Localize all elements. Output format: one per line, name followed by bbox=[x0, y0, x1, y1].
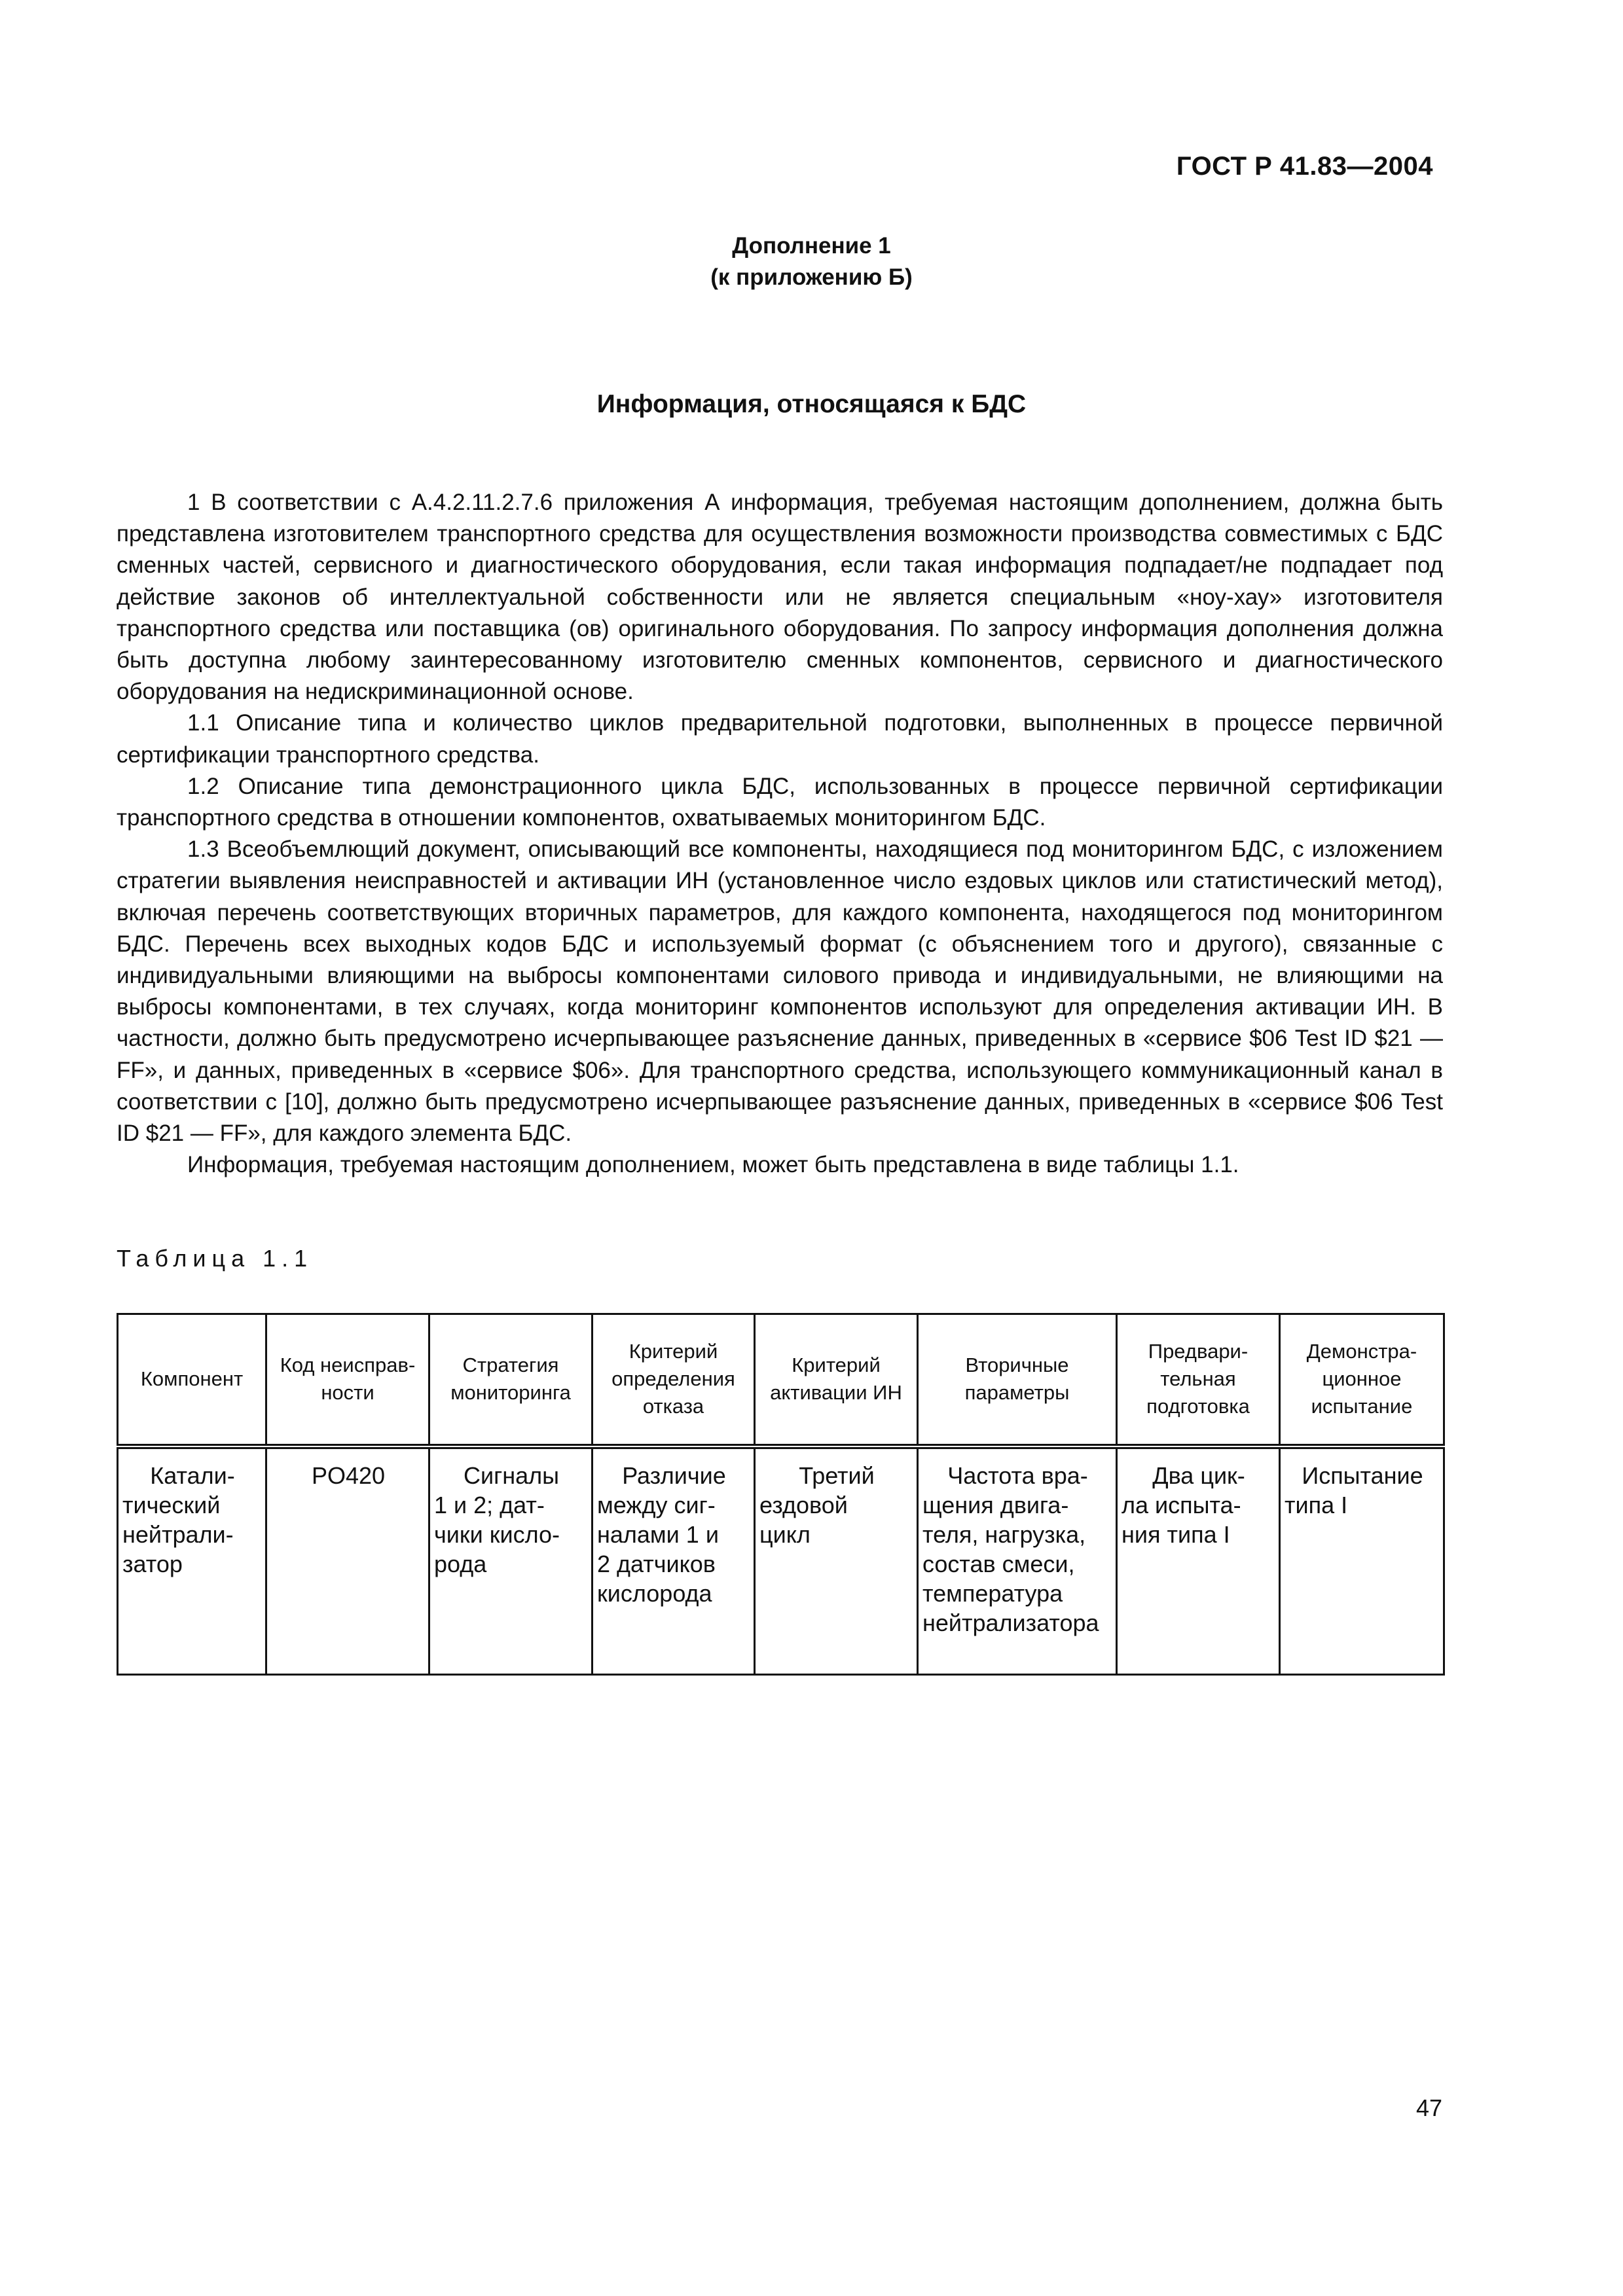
obd-info-table bbox=[117, 1313, 1445, 1676]
header-fault-code: Код неисправ- ности bbox=[266, 1314, 429, 1446]
cell-fault-criteria: Различие между сиг- налами 1 и 2 датчиков кислорода bbox=[593, 1446, 755, 1675]
body-text bbox=[117, 487, 1443, 1181]
header-demonstration-test: Демонстра- ционное испытание bbox=[1280, 1314, 1444, 1446]
cell-mi-activation: Третий ездовой цикл bbox=[755, 1446, 918, 1675]
page-number: 47 bbox=[1415, 2094, 1442, 2121]
paragraph-1: 1 В соответствии с А.4.2.11.2.7.6 приложения А информация, требуемая настоящим дополнением, должна быть представлена изготовителем транспортного средства для осуществления возможности производства совместимых с БДС сменных частей, сервисного и диагностического оборудования, если такая информация подпадает/не подпадает под действие законов об интеллектуальной собственности или не является специальным «ноу-хау» изготовителя транспортного средства или поставщика (ов) оригинального оборудования. По запросу информация дополнения должна быть доступна любому заинтересованному изготовителю сменных компонентов, сервисного и диагностического оборудования на недискриминационной основе. bbox=[117, 490, 1443, 705]
header-secondary-parameters: Вторичные параметры bbox=[918, 1314, 1117, 1446]
table-caption: Таблица 1.1 bbox=[117, 1245, 314, 1272]
table-row bbox=[118, 1446, 1444, 1675]
paragraph-1-3: 1.3 Всеобъемлющий документ, описывающий все компоненты, находящиеся под мониторингом БДС, с изложением стратегии выявления неисправностей и активации ИН (установленное число ездовых циклов или статистический метод), включая перечень соответствующих вторичных параметров, для каждого компонента, находящегося под мониторингом БДС. Перечень всех выходных кодов БДС и используемый формат (с объяснением того и другого), связанные с индивидуальными влияющими на выбросы компонентами силового привода и индивидуальными, не влияющими на выбросы компонентами, в тех случаях, когда мониторинг компонентов используют для определения активации ИН. В частности, должно быть предусмотрено исчерпывающее разъяснение данных, приведенных в «сервисе $06 Test ID $21 — FF», и данных, приведенных в «сервисе $06». Для транспортного средства, использующего коммуникационный канал в соответствии с [10], должно быть предусмотрено исчерпывающее разъяснение данных, приведенных в «сервисе $06 Test ID $21 — FF», для каждого элемента БДС. bbox=[117, 836, 1443, 1147]
paragraph-1-1: 1.1 Описание типа и количество циклов предварительной подготовки, выполненных в процессе первичной сертификации транспортного средства. bbox=[117, 710, 1443, 768]
cell-demonstration-test: Испытание типа I bbox=[1280, 1446, 1444, 1675]
header-fault-criteria: Критерий определения отказа bbox=[593, 1314, 755, 1446]
cell-preconditioning: Два цик- ла испыта- ния типа I bbox=[1117, 1446, 1280, 1675]
appendix-heading bbox=[0, 230, 1623, 293]
paragraph-closing: Информация, требуемая настоящим дополнением, может быть представлена в виде таблицы 1.1. bbox=[187, 1152, 1239, 1178]
paragraph-1-2: 1.2 Описание типа демонстрационного цикла БДС, использованных в процессе первичной сертификации транспортного средства в отношении компонентов, охватываемых мониторингом БДС. bbox=[117, 773, 1443, 831]
cell-secondary-parameters: Частота вра- щения двига- теля, нагрузка, состав смеси, температура нейтрализатора bbox=[918, 1446, 1117, 1675]
cell-monitoring-strategy: Сигналы 1 и 2; дат- чики кисло- рода bbox=[429, 1446, 593, 1675]
header-monitoring-strategy: Стратегия мониторинга bbox=[429, 1314, 593, 1446]
appendix-subtitle: (к приложению Б) bbox=[710, 264, 913, 290]
appendix-title: Дополнение 1 bbox=[732, 233, 891, 259]
section-title: Информация, относящаяся к БДС bbox=[596, 390, 1027, 418]
header-mi-activation-criteria: Критерий активации ИН bbox=[755, 1314, 918, 1446]
document-code: ГОСТ Р 41.83—2004 bbox=[1176, 152, 1433, 181]
header-component: Компонент bbox=[118, 1314, 266, 1446]
cell-fault-code: PO420 bbox=[266, 1446, 429, 1675]
header-preconditioning: Предвари- тельная подготовка bbox=[1117, 1314, 1280, 1446]
cell-component: Катали- тический нейтрали- затор bbox=[118, 1446, 266, 1675]
table-header-row bbox=[118, 1314, 1444, 1446]
